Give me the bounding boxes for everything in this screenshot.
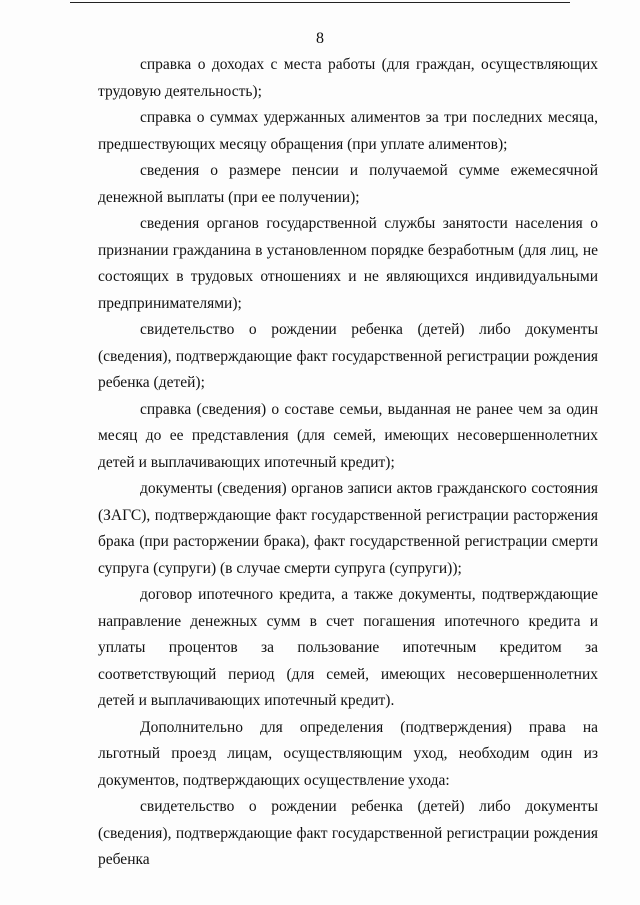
paragraph-income-certificate: справка о доходах с места работы (для граждан, осуществляющих трудовую деятельность); xyxy=(98,56,598,100)
paragraph-family-composition: справка (сведения) о составе семьи, выданная не ранее чем за один месяц до ее представления (для семей, имеющих несовершеннолетних детей и выплачивающих ипотечный кредит); xyxy=(98,400,598,471)
paragraph-civil-registry-documents: документы (сведения) органов записи актов гражданского состояния (ЗАГС), подтверждающие факт государственной регистрации расторжения брака (при расторжении брака), факт государственной регистрации смерти супруга (супруги) (в случае смерти супруга (супруги)); xyxy=(98,480,598,577)
document-body xyxy=(98,52,598,874)
paragraph-additional-requirements: Дополнительно для определения (подтверждения) права на льготный проезд лицам, осуществляющим уход, необходим один из документов, подтверждающих осуществление ухода: xyxy=(98,718,598,789)
paragraph-mortgage-agreement: договор ипотечного кредита, а также документы, подтверждающие направление денежных сумм в счет погашения ипотечного кредита и уплаты процентов за пользование ипотечным кредитом за соответствующий период (для семей, имеющих несовершеннолетних детей и выплачивающих ипотечный кредит). xyxy=(98,586,598,709)
paragraph-alimony-certificate: справка о суммах удержанных алиментов за три последних месяца, предшествующих месяцу обращения (при уплате алиментов); xyxy=(98,109,598,153)
page-number: 8 xyxy=(316,30,324,47)
top-border-line xyxy=(70,2,570,3)
paragraph-birth-certificate: свидетельство о рождении ребенка (детей) либо документы (сведения), подтверждающие факт государственной регистрации рождения ребенка (детей); xyxy=(98,321,598,391)
paragraph-birth-certificate-care: свидетельство о рождении ребенка (детей) либо документы (сведения), подтверждающие факт государственной регистрации рождения ребенка xyxy=(98,798,598,868)
paragraph-pension-info: сведения о размере пенсии и получаемой сумме ежемесячной денежной выплаты (при ее получении); xyxy=(98,162,598,206)
paragraph-unemployment-info: сведения органов государственной службы занятости населения о признании гражданина в установленном порядке безработным (для лиц, не состоящих в трудовых отношениях и не являющихся индивидуальными предпринимателями); xyxy=(98,215,598,312)
